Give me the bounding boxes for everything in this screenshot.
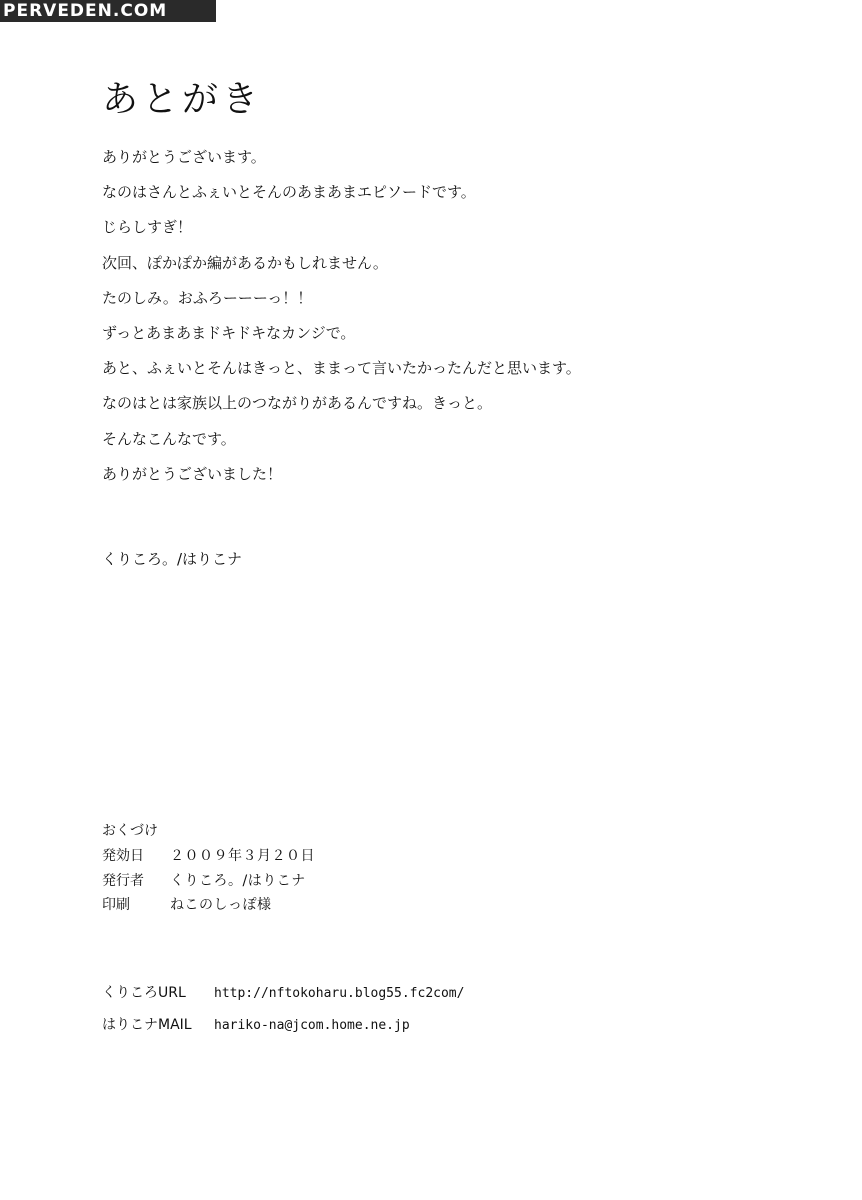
- contact-row-url: [102, 980, 464, 1012]
- afterword-line: 次回、ぽかぽか編があるかもしれません。: [102, 253, 388, 272]
- contact-label: はりこナMAIL: [102, 1017, 192, 1033]
- colophon-row-printer: [102, 893, 315, 918]
- colophon-label: 印刷: [102, 897, 130, 914]
- afterword-body: [102, 145, 581, 497]
- colophon-heading: おくづけ: [102, 823, 158, 839]
- contact-label: くりころURL: [102, 985, 186, 1001]
- contact-row-mail: [102, 1012, 464, 1044]
- colophon-value: ２００９年３月２０日: [170, 848, 315, 864]
- afterword-line: なのはさんとふぇいとそんのあまあまエピソードです。: [102, 183, 476, 202]
- contact-url-link[interactable]: http://nftokoharu.blog55.fc2com/: [214, 986, 465, 1001]
- colophon: [102, 818, 315, 918]
- afterword-line: たのしみ。おふろーーーっ！！: [102, 288, 313, 307]
- afterword-line: ずっとあまあまドキドキなカンジで。: [102, 323, 356, 342]
- afterword-line: ありがとうございました！: [102, 464, 283, 483]
- afterword-line: ありがとうございます。: [102, 148, 266, 166]
- colophon-value: ねこのしっぽ様: [170, 897, 272, 914]
- contact-mail-link[interactable]: hariko-na@jcom.home.ne.jp: [214, 1018, 410, 1033]
- colophon-label: 発効日: [102, 848, 144, 864]
- colophon-label: 発行者: [102, 872, 144, 889]
- colophon-row-release-date: [102, 844, 315, 869]
- author-signature: くりころ。/はりこナ: [102, 550, 243, 568]
- afterword-line: あと、ふぇいとそんはきっと、ままって言いたかったんだと思います。: [102, 359, 581, 378]
- watermark: PERVEDEN.COM: [0, 0, 216, 22]
- afterword-title: あとがき: [102, 79, 263, 120]
- afterword-line: なのはとは家族以上のつながりがあるんですね。きっと。: [102, 394, 493, 413]
- afterword-line: そんなこんなです。: [102, 429, 236, 448]
- colophon-value: くりころ。/はりこナ: [170, 872, 306, 889]
- afterword-line: じらしすぎ！: [102, 218, 193, 237]
- contact-info: [102, 980, 464, 1044]
- colophon-row-publisher: [102, 869, 315, 894]
